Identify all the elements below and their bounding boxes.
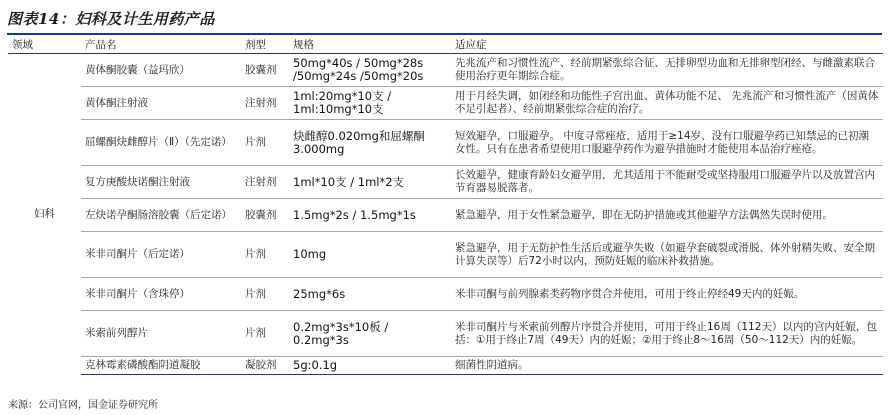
field-cell: 妇科: [34, 207, 55, 220]
product-name: 复方庚酸炔诺酮注射液: [81, 166, 241, 199]
product-name: 米非司酮片（含珠停）: [81, 278, 241, 311]
dosage-form: 片剂: [241, 278, 289, 311]
header-spec: 规格: [289, 37, 451, 54]
table-row: [8, 87, 883, 120]
product-name: 黄体酮胶囊（益玛欣）: [81, 54, 241, 87]
specification: 50mg*40s / 50mg*28s /50mg*24s /50mg*20s: [289, 54, 451, 87]
specification: 0.2mg*3s*10板 / 0.2mg*3s: [289, 311, 451, 357]
specification: 1ml:20mg*10支 / 1ml:10mg*10支: [289, 87, 451, 120]
table-row: [8, 120, 883, 166]
product-name: 米索前列醇片: [81, 311, 241, 357]
indication: 紧急避孕，用于女性紧急避孕，即在无防护措施或其他避孕方法偶然失误时使用。: [451, 199, 883, 232]
dosage-form: 片剂: [241, 311, 289, 357]
figure-title: 图表14：妇科及计生用药产品: [7, 10, 215, 28]
source-note: 来源：公司官网，国金证券研究所: [8, 400, 158, 411]
indication: 细菌性阴道病。: [451, 357, 883, 375]
dosage-form: 凝胶剂: [241, 357, 289, 375]
specification: 1ml*10支 / 1ml*2支: [289, 166, 451, 199]
header-indication: 适应症: [451, 37, 883, 54]
table-row: [8, 278, 883, 311]
dosage-form: 注射剂: [241, 166, 289, 199]
indication: 米非司酮与前列腺素类药物序贯合并使用，可用于终止停经49天内的妊娠。: [451, 278, 883, 311]
dosage-form: 胶囊剂: [241, 54, 289, 87]
header-form: 剂型: [241, 37, 289, 54]
table-row: [8, 357, 883, 375]
product-name: 克林霉素磷酸酯阴道凝胶: [81, 357, 241, 375]
specification: 10mg: [289, 232, 451, 278]
dosage-form: 片剂: [241, 120, 289, 166]
specification: 5g:0.1g: [289, 357, 451, 375]
indication: 紧急避孕，用于无防护性生活后或避孕失败（如避孕套破裂或滑脱、体外射精失败、安全期计算失误等）后72小时以内，预防妊娠的临床补救措施。: [451, 232, 883, 278]
product-name: 左炔诺孕酮肠溶胶囊（后定诺）: [81, 199, 241, 232]
dosage-form: 胶囊剂: [241, 199, 289, 232]
indication: 先兆流产和习惯性流产、经前期紧张综合征、无排卵型功血和无排卵型闭经、与雌激素联合使用治疗更年期综合症。: [451, 54, 883, 87]
product-table: [8, 37, 883, 375]
dosage-form: 注射剂: [241, 87, 289, 120]
indication: 用于月经失调，如闭经和功能性子宫出血、黄体功能不足、 先兆流产和习惯性流产（因黄体不足引起者）、经前期紧张综合症的治疗。: [451, 87, 883, 120]
top-rule: [7, 33, 882, 35]
header-name: 产品名: [81, 37, 241, 54]
indication: 长效避孕，健康育龄妇女避孕用，尤其适用于不能耐受或坚持服用口服避孕片以及放置宫内节育器易脱落者。: [451, 166, 883, 199]
product-name: 屈螺酮炔雌醇片（Ⅱ）（先定诺）: [81, 120, 241, 166]
header-row: [8, 37, 883, 54]
table-row: [8, 166, 883, 199]
table-row: [8, 54, 883, 87]
product-name: 黄体酮注射液: [81, 87, 241, 120]
indication: 短效避孕，口服避孕。 中度寻常痤疮，适用于≥14岁、没有口服避孕药已知禁忌的已初潮女性。只有在患者希望使用口服避孕药作为避孕措施时才能使用本品治疗痤疮。: [451, 120, 883, 166]
specification: 25mg*6s: [289, 278, 451, 311]
specification: 炔雌醇0.020mg和屈螺酮3.000mg: [289, 120, 451, 166]
table-row: [8, 311, 883, 357]
specification: 1.5mg*2s / 1.5mg*1s: [289, 199, 451, 232]
product-name: 米非司酮片（后定诺）: [81, 232, 241, 278]
table-row: [8, 232, 883, 278]
header-field: 领域: [8, 37, 81, 54]
dosage-form: 片剂: [241, 232, 289, 278]
indication: 米非司酮片与米索前列醇片序贯合并使用，可用于终止16周（112天）以内的宫内妊娠，包括：①用于终止7周（49天）内的妊娠；②用于终止8～16周（50～112天）内的妊娠。: [451, 311, 883, 357]
table-row: [8, 199, 883, 232]
